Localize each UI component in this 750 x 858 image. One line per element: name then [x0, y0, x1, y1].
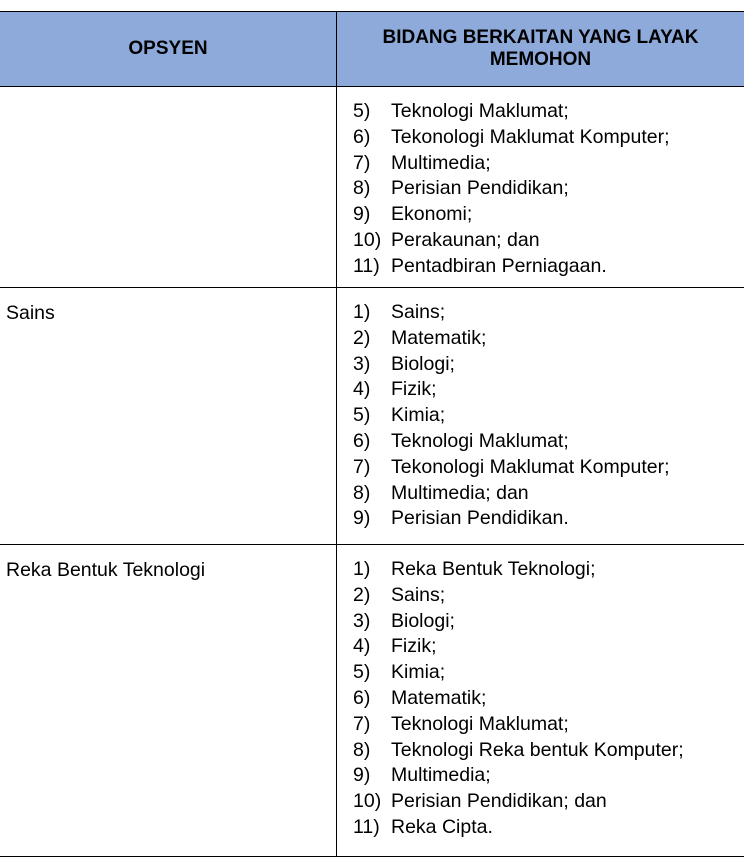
table-header-row [0, 11, 744, 87]
list-item-number: 4) [353, 378, 371, 401]
list-item-number: 2) [353, 583, 371, 606]
list-item [353, 686, 744, 712]
list-item-text: Matematik; [391, 326, 487, 349]
list-item [353, 403, 744, 429]
list-item [353, 815, 744, 841]
option-label [0, 87, 336, 101]
list-item [353, 254, 744, 280]
fields-cell [337, 288, 744, 544]
list-item [353, 583, 744, 609]
list-item [353, 429, 744, 455]
list-item-number: 8) [353, 738, 371, 761]
list-item-text: Teknologi Maklumat; [391, 100, 569, 122]
list-item-text: Pentadbiran Perniagaan. [391, 254, 607, 277]
header-option-label: OPSYEN [128, 38, 208, 59]
list-item [353, 151, 744, 177]
list-item [353, 789, 744, 815]
header-fields-line1: BIDANG BERKAITAN YANG LAYAK [382, 27, 699, 48]
list-item-text: Sains; [391, 583, 446, 606]
option-label: Sains [6, 302, 55, 324]
list-item-number: 9) [353, 203, 371, 226]
list-item-text: Biologi; [391, 352, 455, 375]
header-option [0, 12, 337, 86]
list-item-text: Perisian Pendidikan; dan [391, 790, 607, 813]
list-item [353, 202, 744, 228]
list-item [353, 99, 744, 125]
list-item [353, 738, 744, 764]
list-item-text: Teknologi Maklumat; [391, 712, 569, 735]
list-item-number: 6) [353, 125, 371, 148]
list-item-text: Multimedia; [391, 764, 491, 787]
list-item [353, 609, 744, 635]
option-cell [0, 545, 337, 856]
list-item [353, 176, 744, 202]
list-item-text: Sains; [391, 301, 446, 323]
list-item-number: 7) [353, 151, 371, 174]
list-item [353, 634, 744, 660]
list-item-number: 11) [353, 254, 380, 277]
list-item [353, 455, 744, 481]
list-item [353, 326, 744, 352]
list-item-number: 10) [353, 790, 382, 813]
list-item-text: Perisian Pendidikan; [391, 177, 569, 200]
list-item-number: 1) [353, 558, 371, 580]
list-item-text: Fizik; [391, 378, 437, 401]
list-item-number: 3) [353, 352, 371, 375]
list-item-text: Tekonologi Maklumat Komputer; [391, 455, 670, 478]
list-item-text: Kimia; [391, 661, 446, 684]
table-row [0, 288, 744, 545]
list-item [353, 352, 744, 378]
list-item-number: 3) [353, 609, 371, 632]
list-item-number: 11) [353, 815, 380, 838]
list-item [353, 300, 744, 326]
list-item-number: 4) [353, 635, 371, 658]
list-item-text: Matematik; [391, 686, 487, 709]
list-item-text: Perakaunan; dan [391, 228, 540, 251]
list-item-text: Tekonologi Maklumat Komputer; [391, 125, 670, 148]
option-label: Reka Bentuk Teknologi [6, 559, 206, 581]
list-item-text: Kimia; [391, 404, 446, 427]
list-item-text: Biologi; [391, 609, 455, 632]
list-item-number: 7) [353, 455, 371, 478]
list-item-number: 6) [353, 429, 371, 452]
list-item [353, 125, 744, 151]
list-item [353, 506, 744, 532]
list-item-number: 7) [353, 712, 371, 735]
list-item [353, 377, 744, 403]
field-list [337, 545, 744, 849]
fields-cell [337, 545, 744, 856]
list-item-text: Reka Bentuk Teknologi; [391, 558, 596, 580]
list-item-number: 8) [353, 177, 371, 200]
list-item-number: 2) [353, 326, 371, 349]
list-item [353, 763, 744, 789]
eligibility-table [0, 11, 744, 857]
list-item [353, 481, 744, 507]
field-list [337, 288, 744, 540]
table-row [0, 545, 744, 857]
list-item-number: 10) [353, 228, 382, 251]
list-item [353, 660, 744, 686]
list-item-number: 5) [353, 100, 371, 122]
list-item-text: Teknologi Maklumat; [391, 429, 569, 452]
list-item-number: 6) [353, 686, 371, 709]
list-item-number: 9) [353, 507, 371, 530]
header-fields-line2: MEMOHON [489, 49, 592, 70]
list-item-number: 5) [353, 404, 371, 427]
option-cell [0, 87, 337, 287]
list-item-text: Fizik; [391, 635, 437, 658]
list-item [353, 557, 744, 583]
option-cell [0, 288, 337, 544]
list-item-text: Multimedia; dan [391, 481, 529, 504]
field-list [337, 87, 744, 288]
table-row [0, 87, 744, 288]
list-item-text: Teknologi Reka bentuk Komputer; [391, 738, 684, 761]
list-item-number: 9) [353, 764, 371, 787]
header-fields [337, 12, 744, 86]
fields-cell [337, 87, 744, 287]
list-item-text: Ekonomi; [391, 203, 473, 226]
list-item-text: Perisian Pendidikan. [391, 507, 569, 530]
list-item-number: 1) [353, 301, 371, 323]
list-item-text: Multimedia; [391, 151, 491, 174]
list-item [353, 712, 744, 738]
list-item-number: 5) [353, 661, 371, 684]
list-item-number: 8) [353, 481, 371, 504]
list-item [353, 228, 744, 254]
list-item-text: Reka Cipta. [391, 815, 493, 838]
